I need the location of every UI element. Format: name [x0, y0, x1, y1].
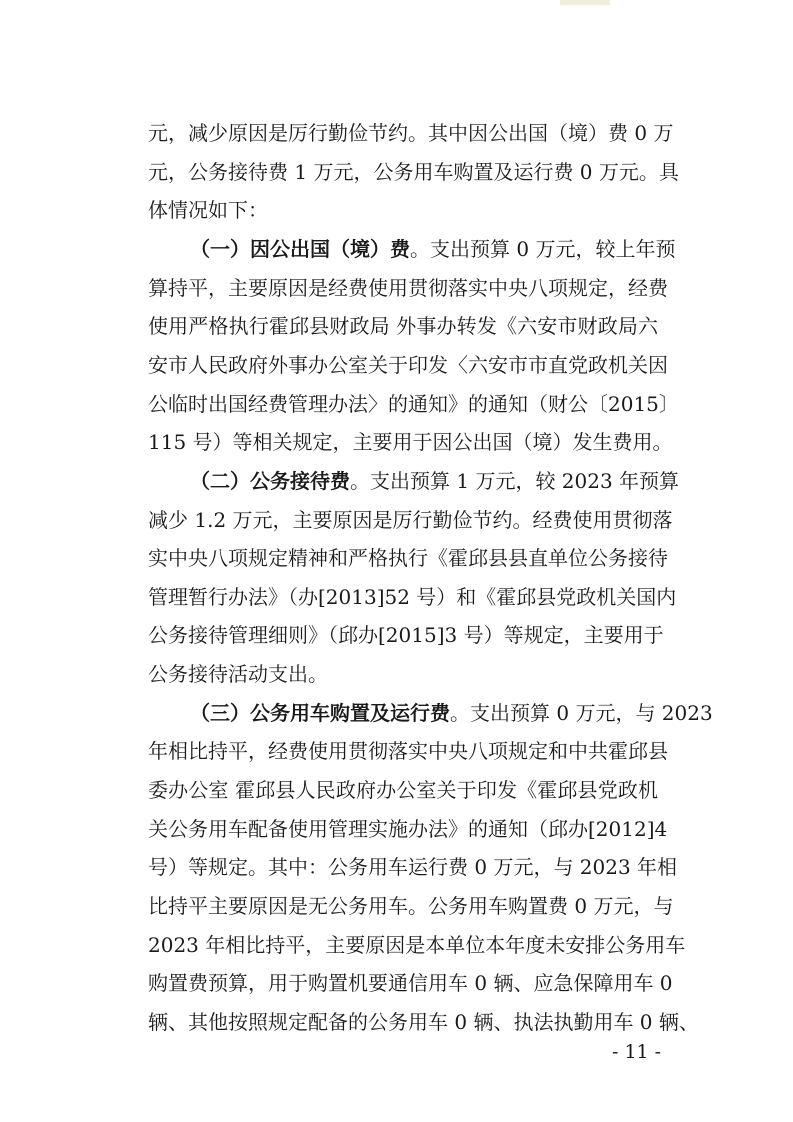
text-line: 115 号）等相关规定，主要用于因公出国（境）发生费用。: [148, 430, 673, 454]
text-line: 购置费预算，用于购置机要通信用车 0 辆、应急保障用车 0: [148, 971, 673, 995]
text-line: 年相比持平，经费使用贯彻落实中央八项规定和中共霍邱县: [148, 739, 668, 763]
text-line: 关公务用车配备使用管理实施办法》的通知（邱办[2012]4: [148, 817, 668, 841]
section-heading-line: （三）公务用车购置及运行费。支出预算 0 万元，与 2023: [190, 701, 713, 725]
text-line: 使用严格执行霍邱县财政局 外事办转发《六安市财政局六: [148, 314, 658, 338]
text-line: 辆、其他按照规定配备的公务用车 0 辆、执法执勤用车 0 辆、: [148, 1010, 699, 1034]
text-line: 体情况如下：: [148, 198, 268, 222]
scan-mark: [560, 0, 610, 5]
text-line: 公务接待管理细则》（邱办[2015]3 号）等规定，主要用于: [148, 623, 664, 647]
text-line: 减少 1.2 万元，主要原因是厉行勤俭节约。经费使用贯彻落: [148, 508, 673, 532]
section-heading: （三）公务用车购置及运行费: [190, 701, 450, 725]
text-line: 公务接待活动支出。: [148, 662, 328, 686]
text-line: 元，减少原因是厉行勤俭节约。其中因公出国（境）费 0 万: [148, 121, 674, 145]
section-heading-line: （一）因公出国（境）费。支出预算 0 万元，较上年预: [190, 237, 676, 261]
text-line: 2023 年相比持平，主要原因是本单位本年度未安排公务用车: [148, 933, 686, 957]
section-heading: （二）公务接待费: [190, 469, 350, 493]
text-line: 实中央八项规定精神和严格执行《霍邱县县直单位公务接待: [148, 546, 668, 570]
text-line: 元，公务接待费 1 万元，公务用车购置及运行费 0 万元。具: [148, 160, 679, 184]
page-number: - 11 -: [612, 1041, 662, 1063]
text-line: 算持平，主要原因是经费使用贯彻落实中央八项规定，经费: [148, 276, 668, 300]
section-heading-line: （二）公务接待费。支出预算 1 万元，较 2023 年预算: [190, 469, 680, 493]
text-line: 管理暂行办法》（办[2013]52 号）和《霍邱县党政机关国内: [148, 585, 677, 609]
text-line: 公临时出国经费管理办法〉的通知》的通知（财公〔2015〕: [148, 392, 679, 416]
text-line: 委办公室 霍邱县人民政府办公室关于印发《霍邱县党政机: [148, 778, 658, 802]
text-line: 号）等规定。其中：公务用车运行费 0 万元，与 2023 年相: [148, 855, 678, 879]
text-line: 安市人民政府外事办公室关于印发〈六安市市直党政机关因: [148, 353, 668, 377]
text-line: 比持平主要原因是无公务用车。公务用车购置费 0 万元，与: [148, 894, 674, 918]
section-heading: （一）因公出国（境）费: [190, 237, 410, 261]
